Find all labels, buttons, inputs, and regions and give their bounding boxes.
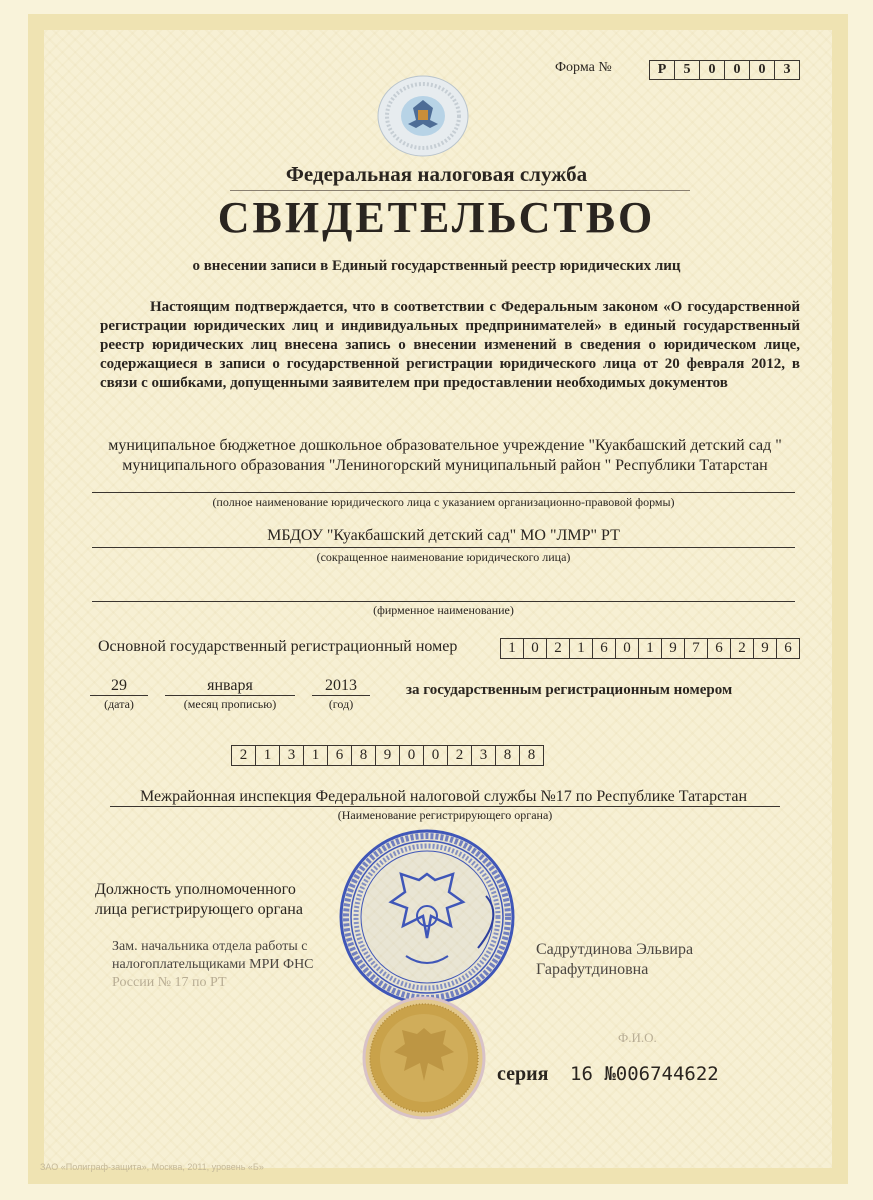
- grn-digit: 1: [304, 745, 328, 766]
- form-code-cell: 0: [700, 60, 725, 80]
- date-day-caption: (дата): [104, 697, 134, 711]
- ogrn-digit: 0: [524, 638, 547, 659]
- ogrn-digit: 2: [731, 638, 754, 659]
- grn-digit: 8: [352, 745, 376, 766]
- entity-short-name: МБДОУ "Куакбашский детский сад" МО "ЛМР" РТ: [267, 527, 620, 544]
- grn-number: [231, 745, 544, 766]
- agency-name: Федеральная налоговая служба: [285, 162, 588, 186]
- date-month: января: [207, 677, 253, 694]
- date-year-rule: [312, 695, 370, 696]
- ogrn-digit: 2: [547, 638, 570, 659]
- ogrn-digit: 1: [570, 638, 593, 659]
- ogrn-digit: 9: [662, 638, 685, 659]
- form-code-cell: 0: [725, 60, 750, 80]
- position-line: Зам. начальника отдела работы с: [112, 939, 308, 954]
- official-seal-icon: [336, 826, 518, 1008]
- document-title: СВИДЕТЕЛЬСТВО: [217, 193, 656, 242]
- ogrn-digit: 6: [708, 638, 731, 659]
- grn-digit: 3: [472, 745, 496, 766]
- form-code-cell: Р: [649, 60, 675, 80]
- position-line: России № 17 по РТ: [112, 975, 227, 990]
- grn-digit: 9: [376, 745, 400, 766]
- position-label: [95, 880, 303, 920]
- grn-digit: 2: [448, 745, 472, 766]
- signer-line: Садрутдинова Эльвира: [536, 941, 694, 958]
- official-position: [112, 938, 314, 992]
- ogrn-digit: 7: [685, 638, 708, 659]
- form-code-cell: 5: [675, 60, 700, 80]
- authority-rule: [110, 806, 780, 807]
- grn-digit: 6: [328, 745, 352, 766]
- grn-digit: 8: [520, 745, 544, 766]
- date-year: 2013: [325, 677, 357, 694]
- date-month-caption: (месяц прописью): [183, 697, 277, 711]
- date-day: 29: [111, 677, 127, 694]
- brand-name-rule: [92, 601, 795, 602]
- series-label: серия: [497, 1063, 549, 1085]
- full-name-caption: (полное наименование юридического лица с указанием организационно-правовой формы): [212, 495, 675, 509]
- signer-line: Гарафутдиновна: [536, 961, 649, 978]
- grn-digit: 2: [231, 745, 256, 766]
- position-line: налогоплательщиками МРИ ФНС: [112, 957, 314, 972]
- document-subtitle: о внесении записи в Единый государственный реестр юридических лиц: [192, 258, 681, 274]
- position-label-line: Должность уполномоченного: [95, 881, 296, 898]
- ogrn-digit: 6: [593, 638, 616, 659]
- ogrn-digit: 6: [777, 638, 800, 659]
- signer-name: [536, 940, 693, 980]
- short-name-rule: [92, 547, 795, 548]
- form-code: [649, 60, 800, 80]
- entity-full-name: муниципальное бюджетное дошкольное образовательное учреждение "Куакбашский детский сад " муниципального образования "Лениногорский муниципальный район " Республики Татарстан: [108, 437, 782, 474]
- ogrn-label: Основной государственный регистрационный номер: [98, 638, 458, 655]
- form-label: Форма №: [555, 60, 612, 75]
- ogrn-number: [500, 638, 800, 659]
- grn-digit: 0: [424, 745, 448, 766]
- grn-digit: 8: [496, 745, 520, 766]
- form-code-cell: 0: [750, 60, 775, 80]
- registering-authority: Межрайонная инспекция Федеральной налоговой службы №17 по Республике Татарстан: [139, 788, 748, 805]
- form-code-cell: 3: [775, 60, 800, 80]
- date-month-rule: [165, 695, 295, 696]
- date-year-caption: (год): [328, 697, 354, 711]
- grn-digit: 1: [256, 745, 280, 766]
- ogrn-digit: 0: [616, 638, 639, 659]
- ogrn-digit: 1: [639, 638, 662, 659]
- grn-digit: 3: [280, 745, 304, 766]
- hologram-emblem-icon: [376, 74, 470, 158]
- fio-caption: Ф.И.О.: [618, 1030, 657, 1045]
- gold-hologram-seal-icon: [362, 996, 486, 1120]
- date-day-rule: [90, 695, 148, 696]
- printer-imprint: ЗАО «Полиграф-защита», Москва, 2011, уровень «Б»: [40, 1162, 264, 1172]
- position-label-line: лица регистрирующего органа: [95, 901, 303, 918]
- intro-paragraph: Настоящим подтверждается, что в соответствии с Федеральным законом «О государственной регистрации юридических лиц и индивидуальных предпринимателей» в единый государственный реестр юридических лиц внесена запись о внесении изменений в сведения о юридическом лице, содержащиеся в записи о государственной регистрации юридического лица от 20 февраля 2012, в связи с ошибками, допущенными заявителем при предоставлении необходимых документов: [100, 299, 800, 391]
- grn-digit: 0: [400, 745, 424, 766]
- agency-divider: [230, 190, 690, 191]
- authority-caption: (Наименование регистрирующего органа): [337, 808, 553, 822]
- full-name-rule: [92, 492, 795, 493]
- grn-label: за государственным регистрационным номером: [406, 682, 733, 698]
- short-name-caption: (сокращенное наименование юридического лица): [316, 550, 571, 564]
- brand-name-caption: (фирменное наименование): [373, 603, 514, 617]
- ogrn-digit: 9: [754, 638, 777, 659]
- ogrn-digit: 1: [500, 638, 524, 659]
- series-number: 16 №006744622: [570, 1063, 719, 1085]
